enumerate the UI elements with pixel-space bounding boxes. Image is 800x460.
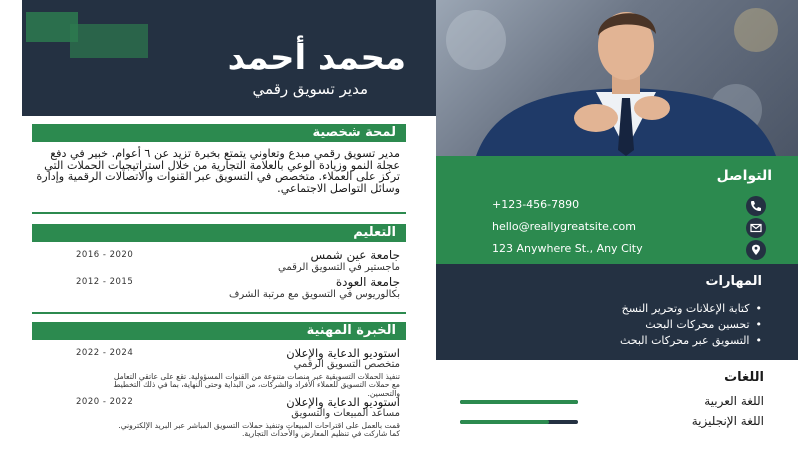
divider [32,212,406,214]
contact-address: 123 Anywhere St., Any City [492,242,643,255]
language-level-fill [460,400,578,404]
education-degree: ماجستير في التسويق الرقمي [277,262,400,273]
portrait-illustration [436,0,798,156]
education-degree: بكالوريوس في التسويق مع مرتبة الشرف [229,289,400,300]
education-institution: جامعة العودة [335,275,400,289]
candidate-name: محمد أحمد [227,38,406,78]
education-item [36,248,400,274]
contact-phone-row [436,196,798,214]
language-level-bar [460,420,578,424]
skill-item: • كتابة الإعلانات وتحرير النسخ [622,302,762,315]
experience-dates: 2022 - 2024 [76,348,134,358]
profile-text: مدير تسويق رقمي مبدع وتعاوني يتمتع بخبرة تزيد عن ٦ أعوام. خبير في دفع عجلة النمو وزيادة الوعي بالعلامة التجارية من خلال استراتيجيات الحملات التي تركز على العملاء. متخصص في التسويق عبر القنوات والاتصالات الرقمية وإدارة وسائل التواصل الاجتماعي. [36,147,400,195]
header-banner [22,0,436,116]
education-dates: 2016 - 2020 [76,250,134,260]
education-item [36,275,400,301]
profile-heading: لمحة شخصية [32,124,406,142]
skill-item: • التسويق عبر محركات البحث [620,334,762,347]
languages-heading: اللغات [724,370,764,385]
education-institution: جامعة عين شمس [310,248,400,262]
language-item: اللغة العربية [704,394,764,408]
candidate-title: مدير تسويق رقمي [252,80,368,98]
language-level-bar [460,400,578,404]
skills-panel [436,264,798,360]
experience-description: تنفيذ الحملات التسويقية عبر منصات متنوعة من القنوات المسؤولية. تقع على عاتقي التعامل مع حملات التسويق للعملاء الأفراد والشركات، من البداية وحتى النهاية، بما في ذلك التخطيط والتحسين. [113,372,400,398]
experience-company: استوديو الدعاية والإعلان [286,346,400,360]
contact-address-row [436,240,798,258]
divider [32,312,406,314]
contact-panel [436,156,798,264]
contact-heading: التواصل [716,168,772,184]
contact-phone[interactable]: +123-456-7890 [492,198,580,211]
skill-item: • تحسين محركات البحث [645,318,762,331]
experience-dates: 2020 - 2022 [76,397,134,407]
education-dates: 2012 - 2015 [76,277,134,287]
experience-description: قمت بالعمل على اقتراحات المبيعات وتنفيذ حملات التسويق المباشر عبر البريد الإلكتروني. كما شاركت في تنظيم المعارض والأحداث التجارية. [118,421,400,439]
experience-role: مساعد المبيعات والتسويق [291,408,400,419]
phone-icon [746,196,766,216]
contact-email-row [436,218,798,236]
location-pin-icon [746,240,766,260]
skills-heading: المهارات [705,274,762,289]
experience-heading: الخبرة المهنية [32,322,406,340]
language-item: اللغة الإنجليزية [691,414,764,428]
decorative-square [70,24,148,58]
experience-role: متخصص التسويق الرقمي [293,359,400,370]
email-icon [746,218,766,238]
education-heading: التعليم [32,224,406,242]
contact-email[interactable]: hello@reallygreatsite.com [492,220,636,233]
language-level-fill [460,420,549,424]
experience-company: استوديو الدعاية والإعلان [286,395,400,409]
profile-photo [436,0,798,156]
